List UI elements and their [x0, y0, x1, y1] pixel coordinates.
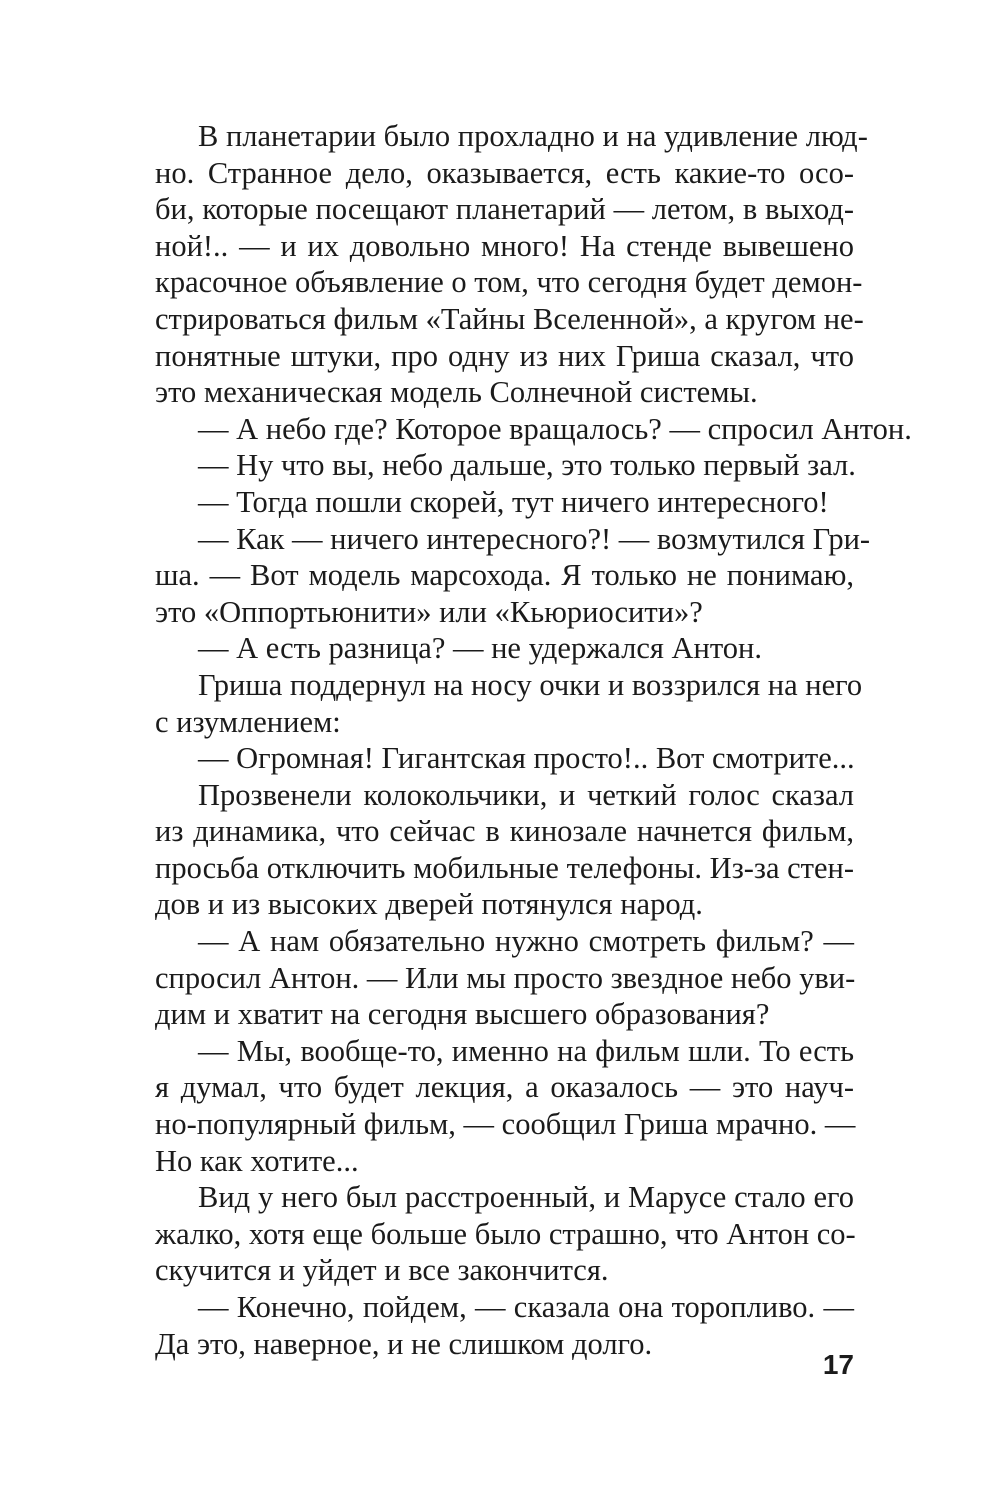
text-line: — Конечно, пойдем, — сказала она торопливо. —: [198, 1290, 854, 1324]
paragraph: [112, 1033, 854, 1179]
text-line: красочное объявление о том, что сегодня будет демон-: [155, 265, 863, 300]
paragraph: [112, 1289, 854, 1362]
text-line: жалко, хотя еще больше было страшно, что Антон со-: [155, 1216, 856, 1251]
body-text: [112, 118, 912, 1362]
text-line: Вид у него был расстроенный, и Марусе стало его: [198, 1180, 854, 1215]
paragraph: [112, 1179, 854, 1289]
text-line: — А нам обязательно нужно смотреть фильм? —: [198, 924, 854, 959]
page-number: 17: [822, 1349, 854, 1380]
text-line: — Как — ничего интересного?! — возмутился Гри-: [198, 521, 871, 556]
paragraph: [112, 521, 871, 631]
text-line: просьба отключить мобильные телефоны. Из-за стен-: [155, 850, 854, 885]
text-line: с изумлением:: [155, 704, 341, 739]
text-line: ной!.. — и их довольно много! На стенде вывешено: [155, 228, 854, 263]
paragraph: [112, 667, 863, 740]
paragraph: [112, 447, 854, 484]
text-line: я думал, что будет лекция, а оказалось — это науч-: [155, 1070, 854, 1105]
text-line: В планетарии было прохладно и на удивление люд-: [198, 119, 868, 153]
text-line: но. Странное дело, оказывается, есть какие-то осо-: [155, 155, 854, 190]
text-line: из динамика, что сейчас в кинозале начнется фильм,: [155, 814, 854, 849]
text-line: — Мы, вообще-то, именно на фильм шли. То есть: [198, 1033, 854, 1068]
paragraph: [112, 923, 854, 1033]
text-line: — А небо где? Которое вращалось? — спросил Антон.: [198, 411, 912, 446]
text-line: Да это, наверное, и не слишком долго.: [155, 1326, 653, 1361]
paragraph: [112, 118, 868, 411]
paragraph: [112, 740, 854, 777]
text-line: но-популярный фильм, — сообщил Гриша мрачно. —: [155, 1107, 856, 1142]
text-line: стрироваться фильм «Тайны Вселенной», а кругом не-: [155, 301, 864, 336]
text-line: — Огромная! Гигантская просто!.. Вот смотрите...: [198, 741, 855, 776]
text-line: скучится и уйдет и все закончится.: [155, 1253, 609, 1288]
text-line: спросил Антон. — Или мы просто звездное небо уви-: [155, 960, 856, 995]
text-line: — Тогда пошли скорей, тут ничего интересного!: [198, 484, 829, 519]
paragraph: [112, 777, 854, 923]
text-line: — Ну что вы, небо дальше, это только первый зал.: [198, 448, 856, 483]
text-line: дим и хватит на сегодня высшего образования?: [155, 997, 770, 1032]
text-line: — А есть разница? — не удержался Антон.: [198, 631, 762, 666]
text-line: дов и из высоких дверей потянулся народ.: [155, 887, 703, 922]
text-line: ша. — Вот модель марсохода. Я только не понимаю,: [155, 558, 854, 593]
text-line: это «Оппортьюнити» или «Кьюриосити»?: [155, 594, 703, 629]
text-line: Гриша поддернул на носу очки и воззрился на него: [198, 667, 863, 702]
text-line: Но как хотите...: [155, 1143, 359, 1178]
paragraph: [112, 630, 854, 667]
text-line: би, которые посещают планетарий — летом, в выход-: [155, 192, 854, 227]
text-line: Прозвенели колокольчики, и четкий голос сказал: [198, 777, 854, 812]
text-line: это механическая модель Солнечной системы.: [155, 375, 758, 410]
paragraph: [112, 411, 912, 448]
text-line: понятные штуки, про одну из них Гриша сказал, что: [155, 338, 854, 373]
paragraph: [112, 484, 854, 521]
